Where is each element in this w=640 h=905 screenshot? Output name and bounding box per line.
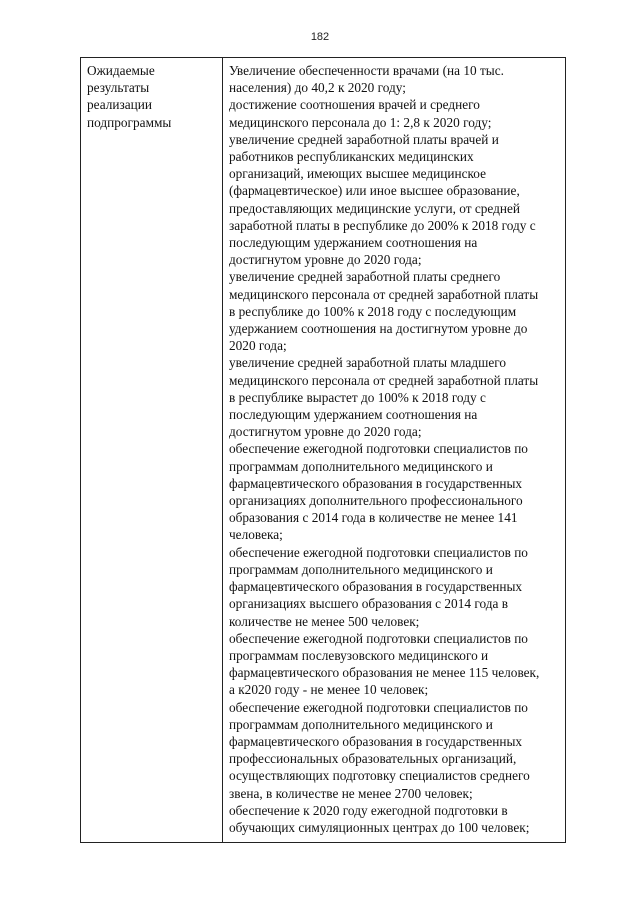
text-line: подпрограммы [87,114,172,130]
text-line: фармацевтического образования в государственных [229,733,523,749]
document-table [80,57,566,843]
text-line: а к2020 году - не менее 10 человек; [229,682,429,698]
text-line: работников республиканских медицинских [229,149,474,165]
text-line: образования с 2014 года в количестве не менее 141 [229,510,518,526]
text-line: заработной платы в республике до 200% к 2018 году с [229,217,536,233]
text-line: фармацевтического образования в государственных [229,579,523,595]
text-line: медицинского персонала от средней заработной платы [229,372,539,388]
text-line: (фармацевтическое) или иное высшее образование, [229,183,520,199]
text-line: результаты [87,80,150,96]
text-line: медицинского персонала от средней заработной платы [229,286,539,302]
text-line: Ожидаемые [87,63,155,78]
text-line: последующим удержанием соотношения на [229,407,478,423]
text-line: увеличение средней заработной платы врачей и [229,131,499,147]
text-line: обеспечение к 2020 году ежегодной подготовки в [229,802,508,818]
text-line: программам дополнительного медицинского и [229,716,493,732]
text-line: в республике вырастет до 100% к 2018 году с [229,389,486,405]
text-line: увеличение средней заработной платы младшего [229,355,507,371]
text-line: профессиональных образовательных организаций, [229,751,517,767]
content-cell [223,58,566,843]
text-line: реализации [87,97,152,113]
text-line: Увеличение обеспеченности врачами (на 10 тыс. [229,63,504,78]
text-line: организаций, имеющих высшее медицинское [229,166,486,182]
text-line: населения) до 40,2 к 2020 году; [229,80,406,96]
text-line: программам дополнительного медицинского и [229,458,493,474]
text-line: обеспечение ежегодной подготовки специалистов по [229,699,528,715]
text-line: предоставляющих медицинские услуги, от средней [229,200,521,216]
text-line: программам дополнительного медицинского и [229,561,493,577]
text-line: программам послевузовского медицинского и [229,647,489,663]
text-line: достигнутом уровне до 2020 года; [229,252,422,268]
text-line: фармацевтического образования в государственных [229,475,523,491]
text-line: обеспечение ежегодной подготовки специалистов по [229,544,528,560]
text-line: звена, в количестве не менее 2700 человек; [229,785,473,801]
text-line: количестве не менее 500 человек; [229,613,420,629]
content-text [229,62,560,836]
table-row [81,58,566,843]
text-line: фармацевтического образования не менее 115 человек, [229,665,540,681]
text-line: обеспечение ежегодной подготовки специалистов по [229,441,528,457]
text-line: последующим удержанием соотношения на [229,235,478,251]
text-line: удержанием соотношения на достигнутом уровне до [229,321,528,337]
text-line: осуществляющих подготовку специалистов среднего [229,768,530,784]
text-line: увеличение средней заработной платы среднего [229,269,501,285]
text-line: организациях высшего образования с 2014 года в [229,596,508,612]
label-cell [81,58,223,843]
label-text [87,62,217,131]
text-line: медицинского персонала до 1: 2,8 к 2020 году; [229,114,492,130]
text-line: обучающих симуляционных центрах до 100 человек; [229,819,530,835]
text-line: достижение соотношения врачей и среднего [229,97,480,113]
text-line: 2020 года; [229,338,287,354]
text-line: в республике до 100% к 2018 году с последующим [229,303,517,319]
text-line: обеспечение ежегодной подготовки специалистов по [229,630,528,646]
text-line: человека; [229,527,283,543]
page-number: 182 [310,31,330,43]
text-line: достигнутом уровне до 2020 года; [229,424,422,440]
text-line: организациях дополнительного профессионального [229,493,523,509]
